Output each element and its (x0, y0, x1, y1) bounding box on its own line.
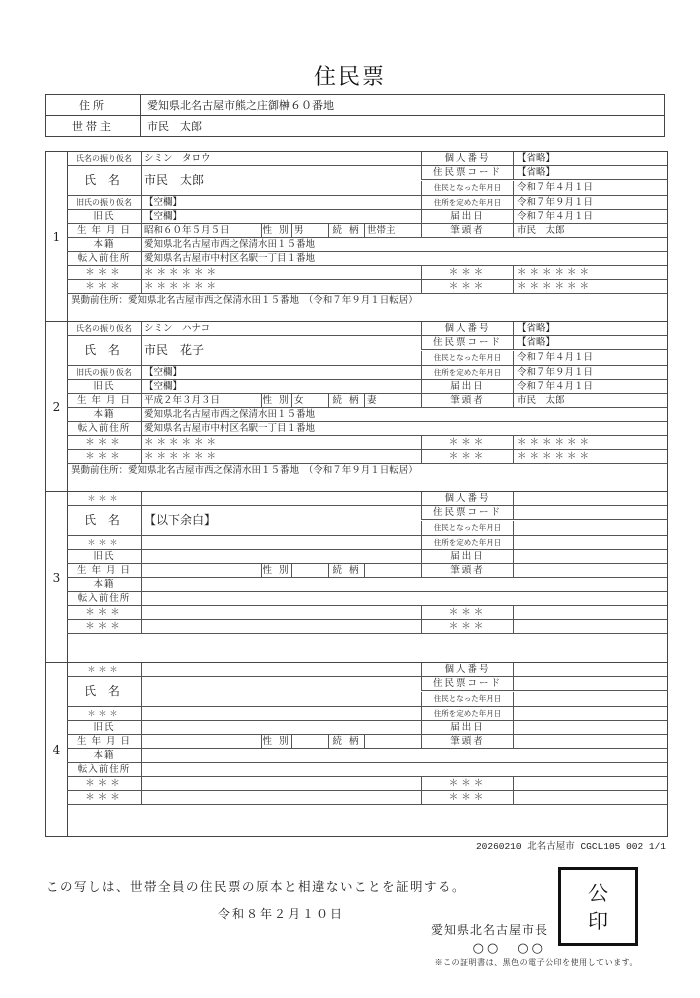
birth-value (141, 564, 261, 577)
masked-row (67, 536, 667, 550)
member-block-3 (45, 491, 668, 663)
relation-label: 続 柄 (328, 224, 364, 237)
head-label: 筆頭者 (421, 564, 513, 577)
masked-right-label: ＊＊＊ (421, 791, 513, 804)
official-seal-icon (558, 867, 638, 946)
resident-code-value: 【省略】 (513, 166, 668, 180)
household-header-table (45, 94, 665, 137)
prev-address-label: 転入前住所 (77, 423, 131, 434)
name-row (67, 166, 667, 196)
sex-label: 性 別 (262, 565, 291, 576)
name-value (141, 677, 421, 706)
masked-value (141, 606, 421, 619)
masked-label: ＊＊＊ (85, 792, 123, 803)
name-value: 市民 花子 (141, 336, 421, 365)
set-address-value (513, 707, 668, 720)
masked-label: ＊＊＊ (85, 607, 123, 618)
name-label: 氏 名 (84, 343, 124, 357)
seal-bottom-char: 印 (588, 908, 608, 933)
masked-value (141, 492, 421, 505)
set-address-label: 住所を定めた年月日 (421, 707, 513, 720)
my-number-label: 個人番号 (421, 492, 513, 505)
member-block-4 (45, 662, 668, 837)
masked-label: ＊＊＊ (85, 621, 123, 632)
relation-label: 続 柄 (328, 564, 364, 577)
masked-right-label: ＊＊＊ (421, 266, 513, 279)
masked-right-label: ＊＊＊ (421, 620, 513, 633)
prev-address-value: 愛知県名古屋市中村区名駅一丁目１番地 (141, 252, 666, 265)
masked-row (67, 492, 667, 506)
masked-row (67, 707, 667, 721)
masked-value (141, 707, 421, 720)
set-address-value (513, 536, 668, 549)
honseki-row (67, 578, 667, 592)
relation-label: 続 柄 (328, 735, 364, 748)
my-number-value (513, 663, 668, 676)
change-note: 異動前住所：愛知県北名古屋市西之保清水田１５番地 （令和７年９月１日転居） (71, 465, 418, 476)
masked-right-value: ＊＊＊＊＊＊ (513, 280, 668, 293)
masked-label: ＊＊＊ (87, 709, 121, 718)
masked-row (67, 450, 667, 464)
masked-right-value (513, 620, 668, 633)
sex-value: 男 (291, 224, 328, 237)
name-label: 氏 名 (84, 513, 124, 527)
old-name-row (67, 380, 667, 394)
resident-code-label: 住民票コード (421, 506, 513, 520)
old-furigana-row (67, 366, 667, 380)
prev-address-label: 転入前住所 (77, 593, 131, 604)
mayor-name: ○○ ○○ (472, 941, 546, 956)
member-index: 3 (46, 492, 68, 663)
old-name-value: 【空欄】 (141, 210, 421, 223)
sex-label: 性 別 (262, 225, 291, 236)
masked-row (67, 777, 667, 791)
resident-code-label: 住民票コード (421, 166, 513, 180)
document-title: 住民票 (313, 65, 386, 90)
prev-address-label: 転入前住所 (77, 764, 131, 775)
document-code: 20260210 北名古屋市 CGCL105 002 1/1 (475, 841, 666, 852)
head-value (513, 735, 668, 748)
sex-value (291, 735, 328, 748)
prev-address-value (141, 592, 666, 605)
masked-row (67, 606, 667, 620)
resident-code-label: 住民票コード (421, 336, 513, 350)
masked-row (67, 663, 667, 677)
relation-value: 世帯主 (364, 224, 421, 237)
certification-text: この写しは、世帯全員の住民票の原本と相違ないことを証明する。 (46, 879, 467, 894)
my-number-label: 個人番号 (421, 322, 513, 335)
my-number-value: 【省略】 (513, 152, 668, 165)
masked-right-label: ＊＊＊ (421, 436, 513, 449)
member-index: 2 (46, 322, 68, 492)
honseki-label: 本籍 (93, 239, 115, 250)
furigana-row (67, 322, 667, 336)
birth-label: 生 年 月 日 (76, 395, 132, 406)
relation-value (364, 564, 421, 577)
old-name-label: 旧氏 (93, 211, 115, 222)
my-number-value (513, 492, 668, 505)
furigana-row (67, 152, 667, 166)
name-row (67, 677, 667, 707)
sex-value (291, 564, 328, 577)
birth-row (67, 564, 667, 578)
honseki-label: 本籍 (93, 750, 115, 761)
old-name-label: 旧氏 (93, 551, 115, 562)
birth-row (67, 735, 667, 749)
head-value (513, 564, 668, 577)
became-resident-value (513, 692, 668, 706)
notified-value (513, 550, 668, 563)
honseki-value: 愛知県北名古屋市西之保清水田１５番地 (141, 408, 666, 421)
became-resident-label: 住民となった年月日 (421, 181, 513, 195)
old-name-row (67, 721, 667, 735)
old-name-label: 旧氏 (93, 381, 115, 392)
name-row (67, 506, 667, 536)
honseki-row (67, 749, 667, 763)
prev-address-row (67, 763, 667, 777)
masked-label: ＊＊＊ (87, 538, 121, 547)
birth-label: 生 年 月 日 (76, 565, 132, 576)
old-name-row (67, 210, 667, 224)
masked-right-value (513, 606, 668, 619)
birth-row (67, 224, 667, 238)
masked-right-value (513, 791, 668, 804)
resident-code-value: 【省略】 (513, 336, 668, 350)
masked-label: ＊＊＊ (85, 281, 123, 292)
became-resident-label: 住民となった年月日 (421, 351, 513, 365)
certification-date: 令和８年２月１０日 (218, 907, 345, 921)
masked-value: ＊＊＊＊＊＊ (141, 436, 421, 449)
householder-label: 世帯主 (46, 116, 141, 137)
masked-value (141, 620, 421, 633)
became-resident-value: 令和７年４月１日 (513, 351, 668, 365)
birth-value: 平成２年３月３日 (141, 394, 261, 407)
became-resident-label: 住民となった年月日 (421, 521, 513, 535)
address-label: 住所 (46, 95, 141, 116)
sex-label: 性 別 (262, 395, 291, 406)
prev-address-row (67, 252, 667, 266)
masked-value (141, 536, 421, 549)
masked-value: ＊＊＊＊＊＊ (141, 280, 421, 293)
masked-label: ＊＊＊ (85, 778, 123, 789)
masked-label: ＊＊＊ (85, 451, 123, 462)
head-label: 筆頭者 (421, 224, 513, 237)
honseki-row (67, 408, 667, 422)
householder-value: 市民 太郎 (141, 116, 665, 137)
name-value: 【以下余白】 (141, 506, 421, 535)
old-furigana-label: 旧氏の振り仮名 (76, 198, 132, 207)
notified-label: 届出日 (421, 721, 513, 734)
head-label: 筆頭者 (421, 394, 513, 407)
head-label: 筆頭者 (421, 735, 513, 748)
became-resident-value: 令和７年４月１日 (513, 181, 668, 195)
masked-value (141, 777, 421, 790)
notified-value (513, 721, 668, 734)
name-value: 市民 太郎 (141, 166, 421, 195)
masked-right-label: ＊＊＊ (421, 777, 513, 790)
masked-right-value: ＊＊＊＊＊＊ (513, 436, 668, 449)
birth-row (67, 394, 667, 408)
prev-address-row (67, 592, 667, 606)
masked-row (67, 436, 667, 450)
old-name-row (67, 550, 667, 564)
seal-top-char: 公 (588, 880, 608, 905)
old-name-value (141, 721, 421, 734)
masked-right-value: ＊＊＊＊＊＊ (513, 266, 668, 279)
name-label: 氏 名 (84, 684, 124, 698)
set-address-value: 令和７年９月１日 (513, 366, 668, 379)
resident-code-value (513, 677, 668, 691)
name-label: 氏 名 (84, 173, 124, 187)
masked-right-value: ＊＊＊＊＊＊ (513, 450, 668, 463)
masked-value: ＊＊＊＊＊＊ (141, 266, 421, 279)
masked-right-label: ＊＊＊ (421, 280, 513, 293)
prev-address-value: 愛知県名古屋市中村区名駅一丁目１番地 (141, 422, 666, 435)
furigana-value: シミン タロウ (141, 152, 421, 165)
masked-value (141, 791, 421, 804)
prev-address-label: 転入前住所 (77, 253, 131, 264)
honseki-label: 本籍 (93, 409, 115, 420)
masked-right-value (513, 777, 668, 790)
relation-label: 続 柄 (328, 394, 364, 407)
furigana-label: 氏名の振り仮名 (76, 324, 132, 333)
address-value: 愛知県北名古屋市熊之庄御榊６０番地 (141, 95, 665, 116)
my-number-value: 【省略】 (513, 322, 668, 335)
set-address-value: 令和７年９月１日 (513, 196, 668, 209)
honseki-value (141, 578, 666, 591)
honseki-value (141, 749, 666, 762)
member-block-2 (45, 321, 668, 492)
masked-label: ＊＊＊ (87, 494, 121, 503)
birth-value (141, 735, 261, 748)
became-resident-label: 住民となった年月日 (421, 692, 513, 706)
resident-code-label: 住民票コード (421, 677, 513, 691)
birth-label: 生 年 月 日 (76, 225, 132, 236)
old-furigana-row (67, 196, 667, 210)
masked-label: ＊＊＊ (85, 267, 123, 278)
notified-label: 届出日 (421, 210, 513, 223)
furigana-label: 氏名の振り仮名 (76, 154, 132, 163)
masked-row (67, 791, 667, 805)
resident-code-value (513, 506, 668, 520)
birth-value: 昭和６０年５月５日 (141, 224, 261, 237)
relation-value: 妻 (364, 394, 421, 407)
member-block-1 (45, 151, 668, 322)
set-address-label: 住所を定めた年月日 (421, 536, 513, 549)
relation-value (364, 735, 421, 748)
notified-value: 令和７年４月１日 (513, 210, 668, 223)
head-value: 市民 太郎 (513, 394, 668, 407)
masked-label: ＊＊＊ (87, 665, 121, 674)
honseki-row (67, 238, 667, 252)
old-name-label: 旧氏 (93, 722, 115, 733)
furigana-value: シミン ハナコ (141, 322, 421, 335)
old-name-value (141, 550, 421, 563)
notified-value: 令和７年４月１日 (513, 380, 668, 393)
prev-address-value (141, 763, 666, 776)
became-resident-value (513, 521, 668, 535)
masked-row (67, 266, 667, 280)
old-furigana-label: 旧氏の振り仮名 (76, 368, 132, 377)
masked-right-label: ＊＊＊ (421, 450, 513, 463)
honseki-value: 愛知県北名古屋市西之保清水田１５番地 (141, 238, 666, 251)
my-number-label: 個人番号 (421, 663, 513, 676)
masked-row (67, 280, 667, 294)
honseki-label: 本籍 (93, 579, 115, 590)
masked-right-label: ＊＊＊ (421, 606, 513, 619)
head-value: 市民 太郎 (513, 224, 668, 237)
my-number-label: 個人番号 (421, 152, 513, 165)
prev-address-row (67, 422, 667, 436)
name-row (67, 336, 667, 366)
sex-label: 性 別 (262, 736, 291, 747)
notified-label: 届出日 (421, 380, 513, 393)
sex-value: 女 (291, 394, 328, 407)
old-furigana-value: 【空欄】 (141, 366, 421, 379)
old-name-value: 【空欄】 (141, 380, 421, 393)
old-furigana-value: 【空欄】 (141, 196, 421, 209)
masked-label: ＊＊＊ (85, 437, 123, 448)
birth-label: 生 年 月 日 (76, 736, 132, 747)
set-address-label: 住所を定めた年月日 (421, 196, 513, 209)
member-index: 4 (46, 663, 68, 836)
set-address-label: 住所を定めた年月日 (421, 366, 513, 379)
notified-label: 届出日 (421, 550, 513, 563)
stamp-note: ※この証明書は、黒色の電子公印を使用しています。 (434, 958, 638, 967)
change-note: 異動前住所：愛知県北名古屋市西之保清水田１５番地 （令和７年９月１日転居） (71, 295, 418, 306)
masked-value: ＊＊＊＊＊＊ (141, 450, 421, 463)
member-index: 1 (46, 152, 68, 322)
mayor-title: 愛知県北名古屋市長 (430, 923, 548, 937)
masked-value (141, 663, 421, 676)
masked-row (67, 620, 667, 634)
